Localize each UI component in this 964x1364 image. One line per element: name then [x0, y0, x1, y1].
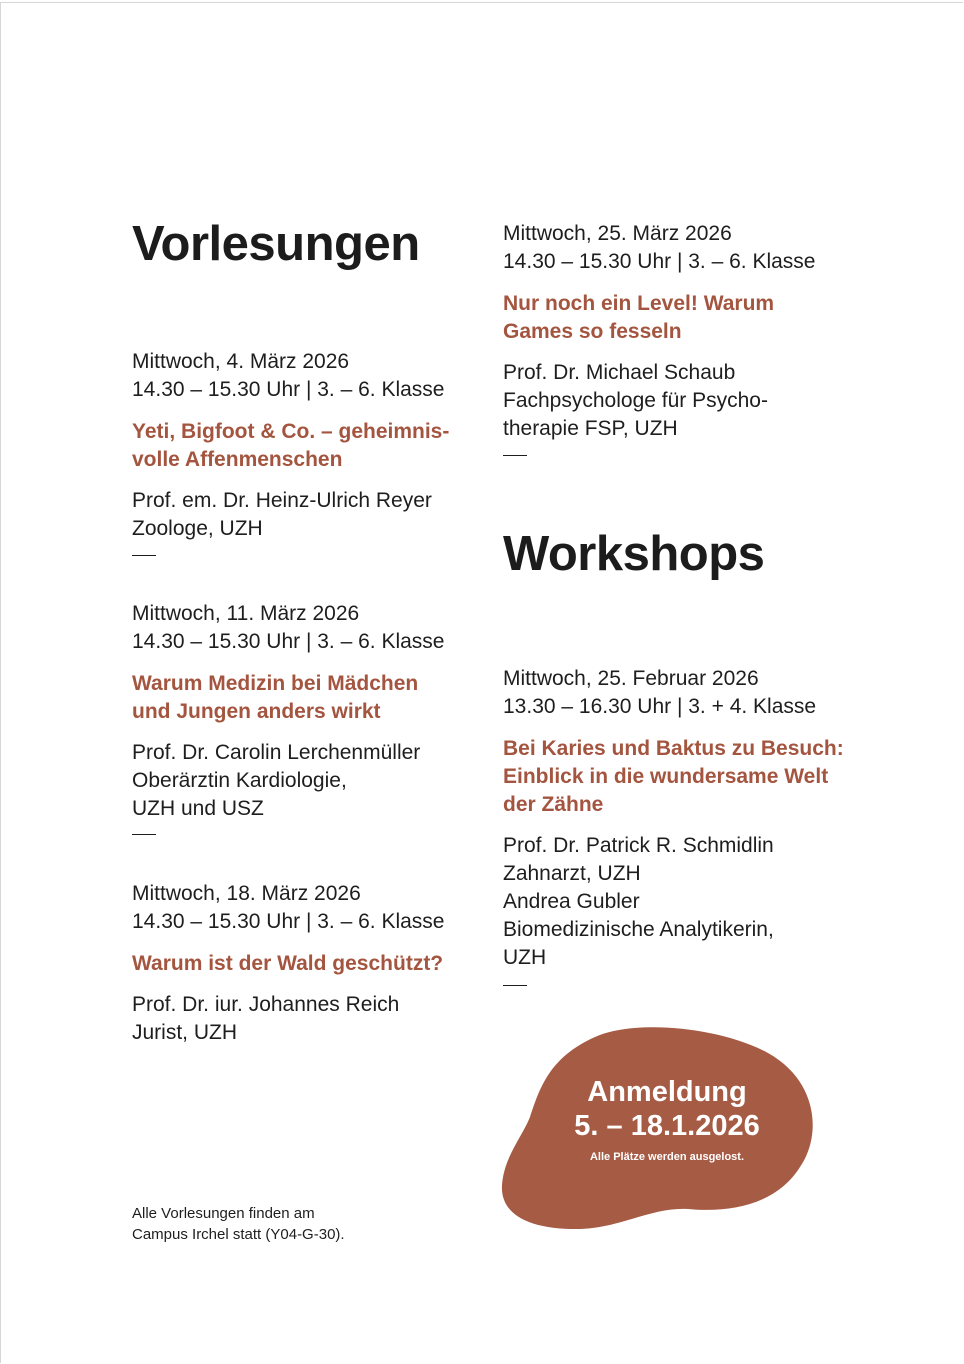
workshop-date: Mittwoch, 25. Februar 2026 [503, 667, 759, 690]
workshop-speaker: Andrea Gubler [503, 890, 640, 913]
workshop-time: 13.30 – 16.30 Uhr | 3. + 4. Klasse [503, 695, 817, 718]
lectures-heading: Vorlesungen [132, 217, 420, 271]
lecture-item-1 [132, 348, 449, 543]
lecture-time: 14.30 – 15.30 Uhr | 3. – 6. Klasse [503, 250, 816, 273]
lecture-speaker-role: therapie FSP, UZH [503, 417, 678, 440]
lecture-item-3 [132, 880, 445, 1047]
lecture-speaker-role: Oberärztin Kardiologie, [132, 769, 347, 792]
workshop-speaker-role: Zahnarzt, UZH [503, 862, 641, 885]
registration-note: Alle Plätze werden ausgelost. [589, 1151, 745, 1163]
workshop-speaker: Prof. Dr. Patrick R. Schmidlin [503, 834, 774, 857]
lecture-time: 14.30 – 15.30 Uhr | 3. – 6. Klasse [132, 378, 445, 401]
workshop-speaker-role: UZH [503, 946, 547, 969]
lecture-title: Yeti, Bigfoot & Co. – geheimnis- [132, 420, 450, 443]
lecture-title: und Jungen anders wirkt [132, 700, 381, 723]
lecture-item-2 [132, 600, 445, 823]
divider [503, 985, 527, 986]
workshop-item-1 [503, 665, 844, 972]
lecture-time: 14.30 – 15.30 Uhr | 3. – 6. Klasse [132, 630, 445, 653]
registration-label: Anmeldung [587, 1076, 747, 1108]
registration-badge [500, 1025, 818, 1233]
lecture-title: Nur noch ein Level! Warum [503, 292, 775, 315]
lecture-date: Mittwoch, 25. März 2026 [503, 222, 732, 245]
lecture-title: Warum ist der Wald geschützt? [132, 952, 444, 975]
registration-dates: 5. – 18.1.2026 [574, 1110, 760, 1142]
lecture-date: Mittwoch, 18. März 2026 [132, 882, 361, 905]
lecture-speaker: Prof. Dr. iur. Johannes Reich [132, 993, 400, 1016]
lecture-speaker: Prof. Dr. Michael Schaub [503, 361, 736, 384]
lecture-speaker: Prof. Dr. Carolin Lerchenmüller [132, 741, 421, 764]
workshop-title: Einblick in die wundersame Welt [503, 765, 829, 788]
lecture-speaker-role: Zoologe, UZH [132, 517, 263, 540]
lecture-date: Mittwoch, 11. März 2026 [132, 602, 360, 625]
footnote-line: Alle Vorlesungen finden am [132, 1205, 315, 1222]
workshop-title: der Zähne [503, 793, 604, 816]
workshops-heading: Workshops [503, 527, 765, 581]
divider [503, 455, 527, 456]
divider [132, 834, 156, 835]
lecture-speaker-role: UZH und USZ [132, 797, 264, 820]
lecture-date: Mittwoch, 4. März 2026 [132, 350, 350, 373]
lecture-item-4 [503, 220, 816, 443]
workshop-title: Bei Karies und Baktus zu Besuch: [503, 737, 844, 760]
lecture-speaker: Prof. em. Dr. Heinz-Ulrich Reyer [132, 489, 432, 512]
workshop-speaker-role: Biomedizinische Analytikerin, [503, 918, 774, 941]
lecture-title: Games so fesseln [503, 320, 682, 343]
lecture-time: 14.30 – 15.30 Uhr | 3. – 6. Klasse [132, 910, 445, 933]
divider [132, 555, 156, 556]
lecture-title: Warum Medizin bei Mädchen [132, 672, 419, 695]
venue-footnote [132, 1203, 345, 1245]
lecture-title: volle Affenmenschen [132, 448, 343, 471]
footnote-line: Campus Irchel statt (Y04-G-30). [132, 1226, 345, 1243]
lecture-speaker-role: Jurist, UZH [132, 1021, 237, 1044]
lecture-speaker-role: Fachpsychologe für Psycho- [503, 389, 768, 412]
